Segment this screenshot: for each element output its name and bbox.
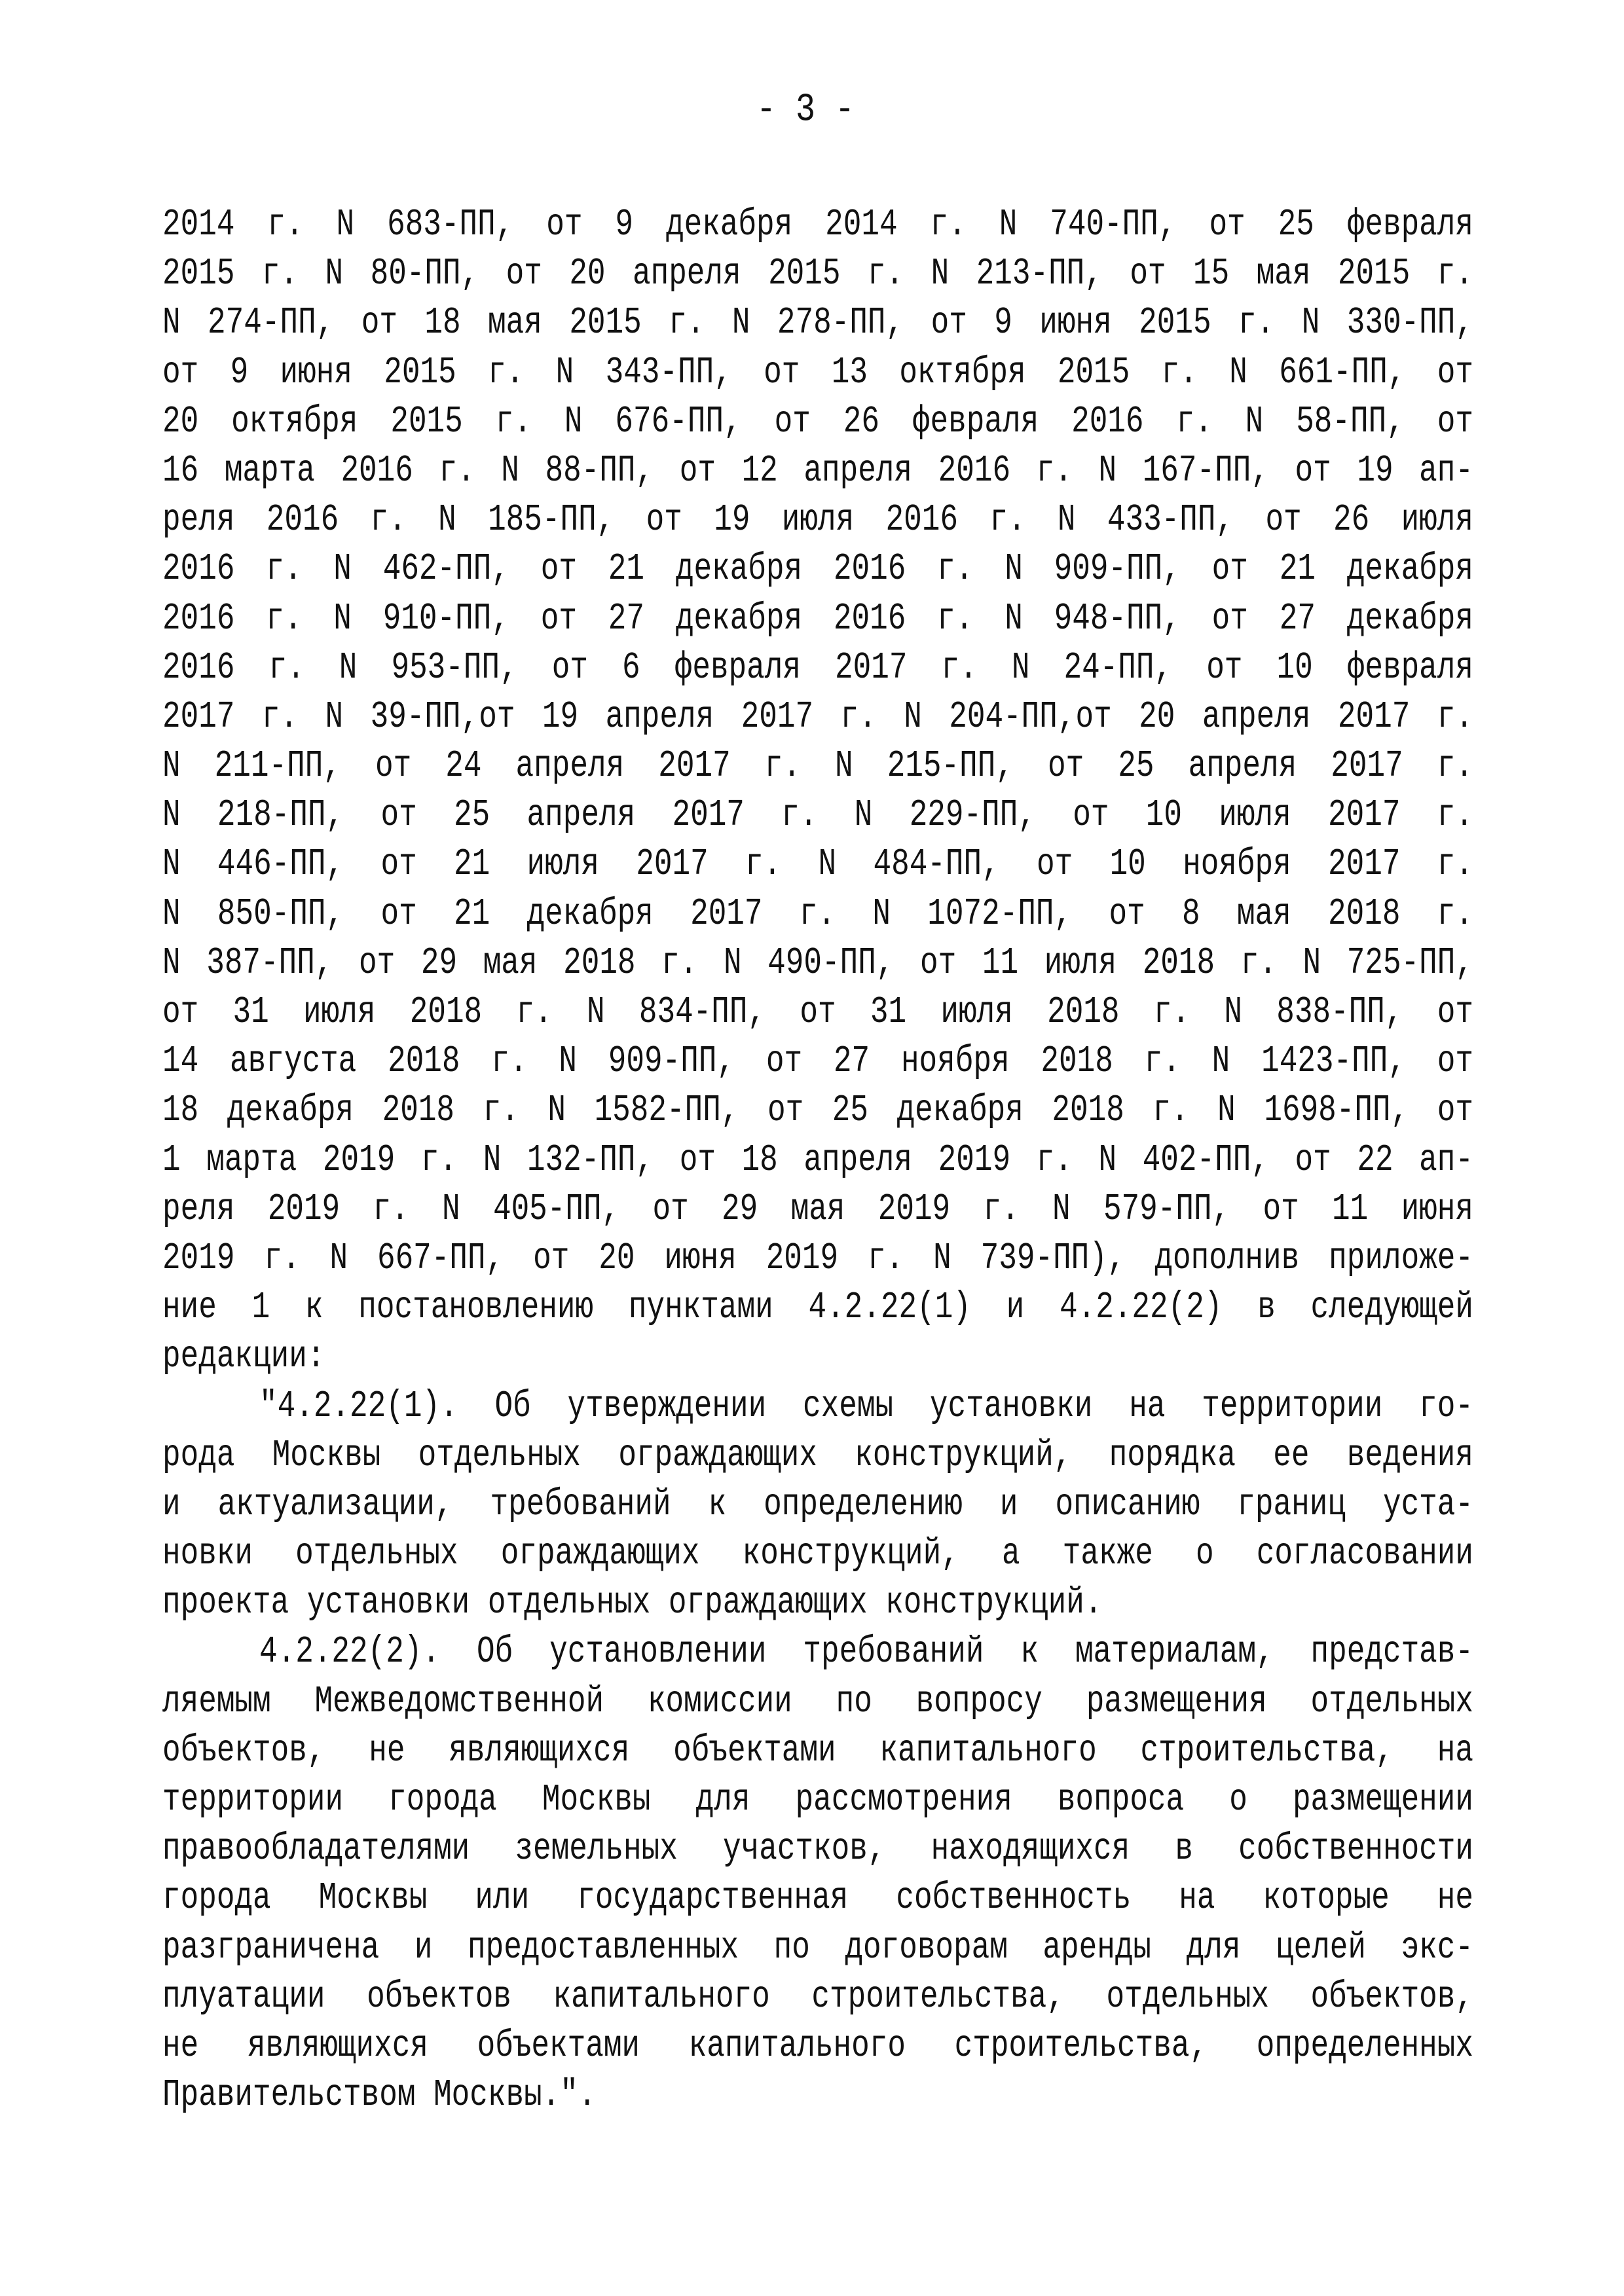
- text-line: редакции:: [162, 1335, 325, 1378]
- text-line: города Москвы или государственная собственность на которые не: [162, 1876, 1473, 1920]
- text-line: 2015 г. N 80-ПП, от 20 апреля 2015 г. N 213-ПП, от 15 мая 2015 г.: [162, 252, 1473, 295]
- text-line: правообладателями земельных участков, находящихся в собственности: [162, 1827, 1473, 1870]
- text-line: N 387-ПП, от 29 мая 2018 г. N 490-ПП, от 11 июля 2018 г. N 725-ПП,: [162, 941, 1473, 985]
- text-line: новки отдельных ограждающих конструкций, а также о согласовании: [162, 1532, 1473, 1575]
- text-line: объектов, не являющихся объектами капитального строительства, на: [162, 1729, 1473, 1772]
- text-line: ние 1 к постановлению пунктами 4.2.22(1) и 4.2.22(2) в следующей: [162, 1286, 1473, 1329]
- text-line: 14 августа 2018 г. N 909-ПП, от 27 ноября 2018 г. N 1423-ПП, от: [162, 1040, 1473, 1083]
- text-line: 2019 г. N 667-ПП, от 20 июня 2019 г. N 739-ПП), дополнив приложе-: [162, 1237, 1473, 1280]
- text-line: N 218-ПП, от 25 апреля 2017 г. N 229-ПП, от 10 июля 2017 г.: [162, 793, 1473, 837]
- page-number: - 3 -: [756, 88, 855, 133]
- text-line: разграничена и предоставленных по договорам аренды для целей экс-: [162, 1925, 1473, 1969]
- text-line: "4.2.22(1). Об утверждении схемы установки на территории го-: [259, 1384, 1473, 1427]
- text-line: ляемым Межведомственной комиссии по вопросу размещения отдельных: [162, 1679, 1473, 1722]
- text-line: 2017 г. N 39-ПП,от 19 апреля 2017 г. N 204-ПП,от 20 апреля 2017 г.: [162, 695, 1473, 738]
- text-line: 2014 г. N 683-ПП, от 9 декабря 2014 г. N 740-ПП, от 25 февраля: [162, 203, 1473, 246]
- text-line: 1 марта 2019 г. N 132-ПП, от 18 апреля 2019 г. N 402-ПП, от 22 ап-: [162, 1138, 1473, 1181]
- text-line: N 211-ПП, от 24 апреля 2017 г. N 215-ПП, от 25 апреля 2017 г.: [162, 744, 1473, 788]
- text-line: 16 марта 2016 г. N 88-ПП, от 12 апреля 2016 г. N 167-ПП, от 19 ап-: [162, 449, 1473, 492]
- text-line: реля 2019 г. N 405-ПП, от 29 мая 2019 г. N 579-ПП, от 11 июня: [162, 1188, 1473, 1231]
- text-line: 4.2.22(2). Об установлении требований к материалам, представ-: [259, 1630, 1473, 1673]
- text-line: 20 октября 2015 г. N 676-ПП, от 26 февраля 2016 г. N 58-ПП, от: [162, 400, 1473, 443]
- text-line: плуатации объектов капитального строительства, отдельных объектов,: [162, 1975, 1473, 2018]
- text-line: от 9 июня 2015 г. N 343-ПП, от 13 октября 2015 г. N 661-ПП, от: [162, 350, 1473, 393]
- text-line: 2016 г. N 910-ПП, от 27 декабря 2016 г. N 948-ПП, от 27 декабря: [162, 596, 1473, 640]
- text-line: N 850-ПП, от 21 декабря 2017 г. N 1072-ПП, от 8 мая 2018 г.: [162, 892, 1473, 935]
- text-line: и актуализации, требований к определению и описанию границ уста-: [162, 1483, 1473, 1526]
- text-line: от 31 июля 2018 г. N 834-ПП, от 31 июля 2018 г. N 838-ПП, от: [162, 991, 1473, 1034]
- text-line: территории города Москвы для рассмотрения вопроса о размещении: [162, 1778, 1473, 1821]
- text-line: 2016 г. N 953-ПП, от 6 февраля 2017 г. N 24-ПП, от 10 февраля: [162, 646, 1473, 689]
- text-line: N 274-ПП, от 18 мая 2015 г. N 278-ПП, от 9 июня 2015 г. N 330-ПП,: [162, 301, 1473, 344]
- text-line: реля 2016 г. N 185-ПП, от 19 июля 2016 г. N 433-ПП, от 26 июля: [162, 498, 1473, 541]
- text-line: рода Москвы отдельных ограждающих конструкций, порядка ее ведения: [162, 1434, 1473, 1477]
- text-line: 2016 г. N 462-ПП, от 21 декабря 2016 г. N 909-ПП, от 21 декабря: [162, 547, 1473, 591]
- text-line: 18 декабря 2018 г. N 1582-ПП, от 25 декабря 2018 г. N 1698-ПП, от: [162, 1089, 1473, 1132]
- text-line: Правительством Москвы.".: [162, 2073, 597, 2117]
- text-line: N 446-ПП, от 21 июля 2017 г. N 484-ПП, от 10 ноября 2017 г.: [162, 843, 1473, 886]
- text-line: не являющихся объектами капитального строительства, определенных: [162, 2024, 1473, 2068]
- text-line: проекта установки отдельных ограждающих конструкций.: [162, 1581, 1103, 1624]
- document-body: [162, 200, 1473, 2120]
